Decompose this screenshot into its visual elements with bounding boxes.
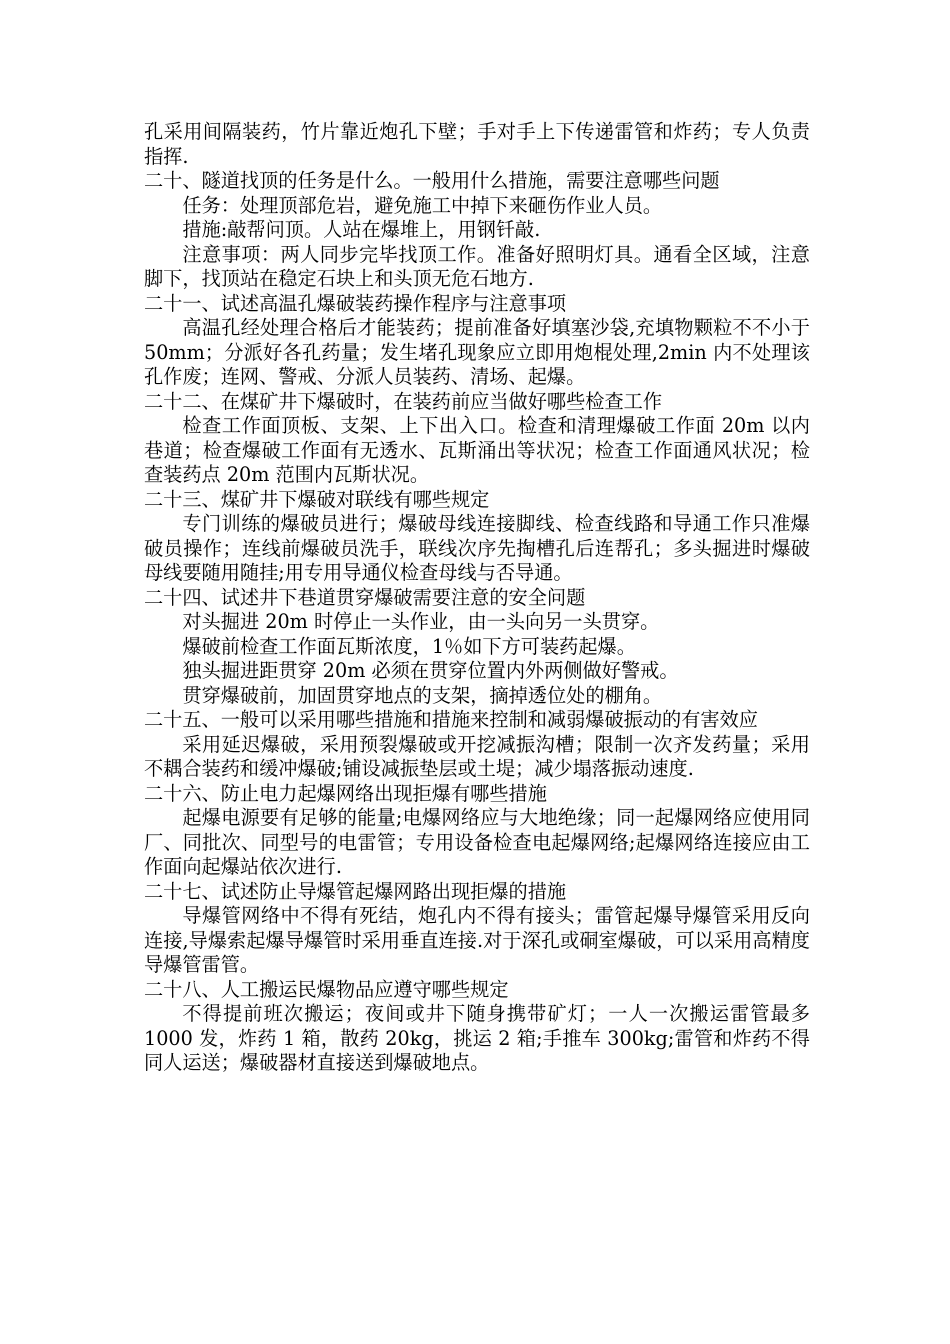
answer-20-notes: 注意事项：两人同步完毕找顶工作。准备好照明灯具。通看全区域，注意脚下，找顶站在稳定石块上和头顶无危石地方. — [144, 242, 810, 290]
answer-27: 导爆管网络中不得有死结，炮孔内不得有接头；雷管起爆导爆管采用反向连接,导爆索起爆导爆管时采用垂直连接.对于深孔或硐室爆破，可以采用高精度导爆管雷管。 — [144, 904, 810, 976]
answer-24-line-1: 对头掘进 20m 时停止一头作业，由一头向另一头贯穿。 — [182, 610, 660, 633]
answer-20-task: 任务：处理顶部危岩，避免施工中掉下来砸伤作业人员。 — [182, 193, 663, 217]
question-25-heading: 二十五、一般可以采用哪些措施和措施来控制和减弱爆破振动的有害效应 — [144, 708, 758, 731]
question-27-heading: 二十七、试述防止导爆管起爆网路出现拒爆的措施 — [144, 879, 567, 903]
answer-24-line-4: 贯穿爆破前，加固贯穿地点的支架，摘掉透位处的棚角。 — [182, 683, 663, 707]
answer-28: 不得提前班次搬运；夜间或井下随身携带矿灯；一人一次搬运雷管最多 1000 发，炸药 1 箱，散药 20kg，挑运 2 箱;手推车 300kg;雷管和炸药不得同人运送；爆破器材直接送到爆破地点。 — [144, 1002, 810, 1074]
question-28-heading: 二十八、人工搬运民爆物品应遵守哪些规定 — [144, 977, 509, 1001]
answer-24-line-2: 爆破前检查工作面瓦斯浓度，1％如下方可装药起爆。 — [182, 634, 636, 658]
question-20-heading: 二十、隧道找顶的任务是什么。一般用什么措施，需要注意哪些问题 — [144, 169, 720, 192]
question-21-heading: 二十一、试述高温孔爆破装药操作程序与注意事项 — [144, 291, 567, 315]
answer-25: 采用延迟爆破，采用预裂爆破或开挖减振沟槽；限制一次齐发药量；采用不耦合装药和缓冲爆破;铺设减振垫层或土堤；减少塌落振动速度. — [144, 732, 810, 780]
answer-21: 高温孔经处理合格后才能装药；提前准备好填塞沙袋,充填物颗粒不不小于 50mm；分派好各孔药量；发生堵孔现象应立即用炮棍处理,2min 内不处理该孔作废；连网、警戒、分派人员装药、清场、起爆。 — [144, 316, 810, 388]
answer-23: 专门训练的爆破员进行；爆破母线连接脚线、检查线路和导通工作只准爆破员操作；连线前爆破员洗手，联线次序先掏槽孔后连帮孔；多头掘进时爆破母线要随用随挂;用专用导通仪检查母线与否导通。 — [144, 512, 810, 584]
question-26-heading: 二十六、防止电力起爆网络出现拒爆有哪些措施 — [144, 781, 547, 805]
answer-26: 起爆电源要有足够的能量;电爆网络应与大地绝缘；同一起爆网络应使用同厂、同批次、同型号的电雷管；专用设备检查电起爆网络;起爆网络连接应由工作面向起爆站依次进行. — [144, 806, 810, 878]
question-22-heading: 二十二、在煤矿井下爆破时，在装药前应当做好哪些检查工作 — [144, 389, 663, 413]
answer-20-measures: 措施:敲帮问顶。人站在爆堆上，用钢钎敲. — [182, 218, 541, 241]
answer-22: 检查工作面顶板、支架、上下出入口。检查和清理爆破工作面 20m 以内巷道；检查爆破工作面有无透水、瓦斯涌出等状况；检查工作面通风状况；检查装药点 20m 范围内瓦斯状况。 — [144, 414, 810, 486]
paragraph-continued: 孔采用间隔装药，竹片靠近炮孔下壁；手对手上下传递雷管和炸药；专人负责指挥. — [144, 120, 810, 168]
question-24-heading: 二十四、试述井下巷道贯穿爆破需要注意的安全问题 — [144, 585, 586, 609]
document-page — [144, 120, 810, 1076]
answer-24-line-3: 独头掘进距贯穿 20m 必须在贯穿位置内外两侧做好警戒。 — [182, 659, 679, 682]
question-23-heading: 二十三、煤矿井下爆破对联线有哪些规定 — [144, 487, 490, 511]
